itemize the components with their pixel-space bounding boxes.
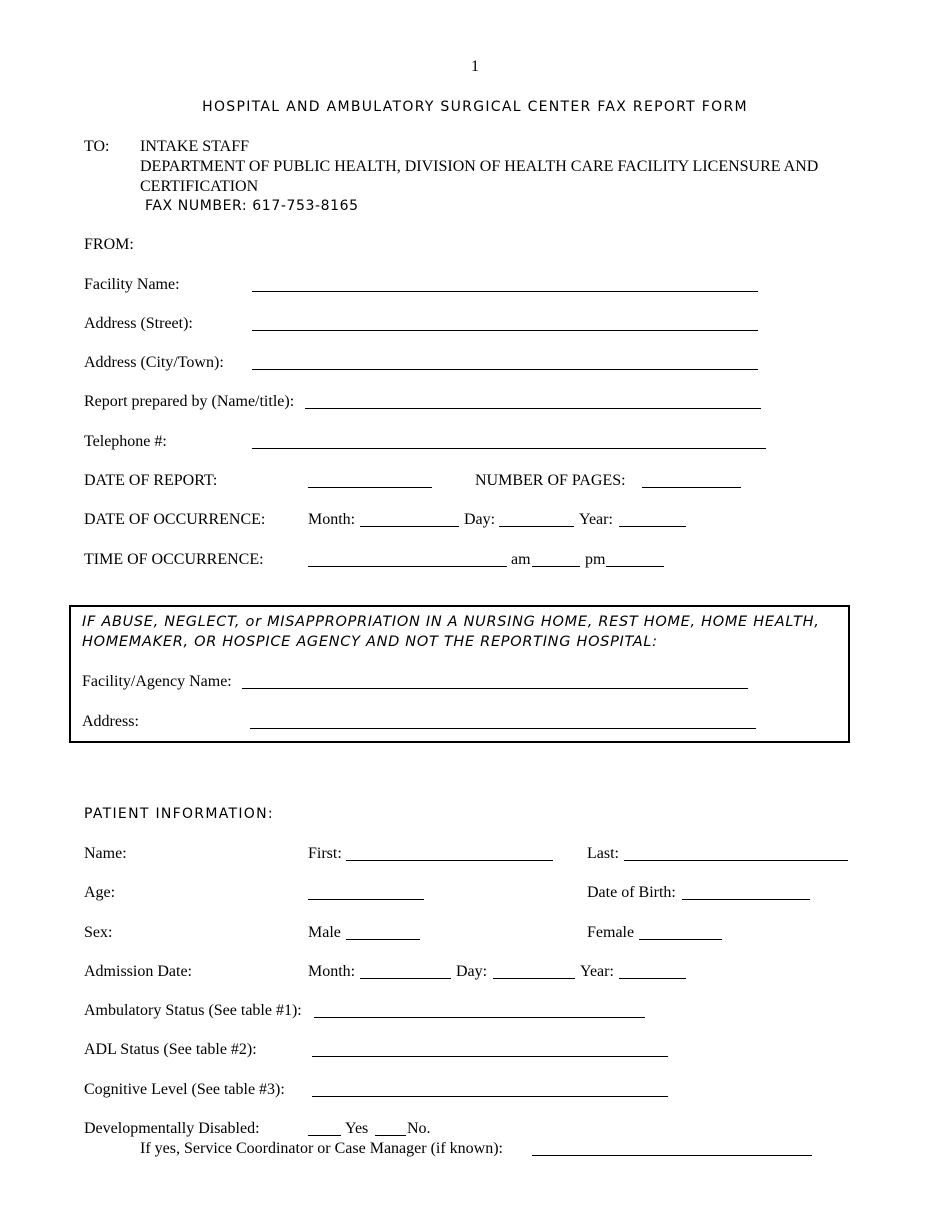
dob-label: Date of Birth: bbox=[587, 884, 676, 901]
abuse-heading-line1: IF ABUSE, NEGLECT, or MISAPPROPRIATION IN A NURSING HOME, REST HOME, HOME HEALTH, bbox=[82, 614, 820, 630]
facility-name-label: Facility Name: bbox=[84, 276, 180, 293]
telephone-field[interactable] bbox=[252, 448, 766, 449]
occurrence-day-label: Day: bbox=[464, 511, 496, 528]
dev-disabled-yes-label: Yes bbox=[345, 1120, 369, 1137]
to-recipient: INTAKE STAFF bbox=[140, 138, 249, 155]
female-field[interactable] bbox=[639, 939, 722, 940]
admission-day-field[interactable] bbox=[493, 978, 575, 979]
last-name-field[interactable] bbox=[624, 860, 848, 861]
address-street-label: Address (Street): bbox=[84, 315, 193, 332]
dev-disabled-no-label: No. bbox=[407, 1120, 431, 1137]
agency-name-label: Facility/Agency Name: bbox=[82, 673, 232, 690]
admission-year-label: Year: bbox=[580, 963, 614, 980]
date-of-report-field[interactable] bbox=[308, 487, 432, 488]
agency-address-field[interactable] bbox=[250, 728, 756, 729]
address-city-field[interactable] bbox=[252, 369, 758, 370]
time-of-occurrence-label: TIME OF OCCURRENCE: bbox=[84, 551, 264, 568]
coordinator-field[interactable] bbox=[532, 1155, 812, 1156]
age-field[interactable] bbox=[308, 899, 424, 900]
agency-name-field[interactable] bbox=[242, 688, 748, 689]
cognitive-level-field[interactable] bbox=[312, 1096, 668, 1097]
dob-field[interactable] bbox=[682, 899, 810, 900]
page-number: 1 bbox=[471, 58, 479, 75]
pm-field[interactable] bbox=[606, 566, 664, 567]
number-of-pages-field[interactable] bbox=[642, 487, 741, 488]
coordinator-label: If yes, Service Coordinator or Case Manager (if known): bbox=[140, 1140, 503, 1157]
ambulatory-status-label: Ambulatory Status (See table #1): bbox=[84, 1002, 302, 1019]
dev-disabled-label: Developmentally Disabled: bbox=[84, 1120, 260, 1137]
occurrence-month-label: Month: bbox=[308, 511, 356, 528]
am-field[interactable] bbox=[532, 566, 580, 567]
adl-status-label: ADL Status (See table #2): bbox=[84, 1041, 257, 1058]
occurrence-year-field[interactable] bbox=[619, 526, 686, 527]
am-label: am bbox=[511, 551, 531, 568]
admission-month-label: Month: bbox=[308, 963, 356, 980]
pm-label: pm bbox=[585, 551, 606, 568]
age-label: Age: bbox=[84, 884, 116, 901]
telephone-label: Telephone #: bbox=[84, 433, 167, 450]
occurrence-day-field[interactable] bbox=[499, 526, 574, 527]
time-of-occurrence-field[interactable] bbox=[308, 566, 507, 567]
date-of-occurrence-label: DATE OF OCCURRENCE: bbox=[84, 511, 266, 528]
agency-address-label: Address: bbox=[82, 713, 139, 730]
male-label: Male bbox=[308, 924, 341, 941]
facility-name-field[interactable] bbox=[252, 291, 758, 292]
to-certification: CERTIFICATION bbox=[140, 178, 259, 195]
admission-date-label: Admission Date: bbox=[84, 963, 192, 980]
prepared-by-label: Report prepared by (Name/title): bbox=[84, 393, 295, 410]
dev-disabled-no-field[interactable] bbox=[375, 1135, 406, 1136]
patient-info-heading: PATIENT INFORMATION: bbox=[84, 806, 274, 822]
first-name-field[interactable] bbox=[346, 860, 553, 861]
admission-month-field[interactable] bbox=[360, 978, 451, 979]
number-of-pages-label: NUMBER OF PAGES: bbox=[475, 472, 626, 489]
last-name-label: Last: bbox=[587, 845, 619, 862]
admission-day-label: Day: bbox=[456, 963, 488, 980]
cognitive-level-label: Cognitive Level (See table #3): bbox=[84, 1081, 285, 1098]
sex-label: Sex: bbox=[84, 924, 113, 941]
admission-year-field[interactable] bbox=[619, 978, 686, 979]
address-city-label: Address (City/Town): bbox=[84, 354, 224, 371]
abuse-heading-line2: HOMEMAKER, OR HOSPICE AGENCY AND NOT THE REPORTING HOSPITAL: bbox=[82, 634, 658, 650]
ambulatory-status-field[interactable] bbox=[314, 1017, 645, 1018]
form-title: HOSPITAL AND AMBULATORY SURGICAL CENTER FAX REPORT FORM bbox=[202, 99, 748, 115]
first-name-label: First: bbox=[308, 845, 342, 862]
dev-disabled-yes-field[interactable] bbox=[308, 1135, 341, 1136]
fax-number: FAX NUMBER: 617-753-8165 bbox=[145, 198, 359, 214]
date-of-report-label: DATE OF REPORT: bbox=[84, 472, 218, 489]
address-street-field[interactable] bbox=[252, 330, 758, 331]
to-label: TO: bbox=[84, 138, 110, 155]
from-label: FROM: bbox=[84, 236, 134, 253]
male-field[interactable] bbox=[346, 939, 420, 940]
female-label: Female bbox=[587, 924, 635, 941]
prepared-by-field[interactable] bbox=[305, 408, 761, 409]
occurrence-year-label: Year: bbox=[579, 511, 613, 528]
patient-name-label: Name: bbox=[84, 845, 127, 862]
adl-status-field[interactable] bbox=[312, 1056, 668, 1057]
occurrence-month-field[interactable] bbox=[360, 526, 459, 527]
to-department: DEPARTMENT OF PUBLIC HEALTH, DIVISION OF HEALTH CARE FACILITY LICENSURE AND bbox=[140, 158, 819, 175]
